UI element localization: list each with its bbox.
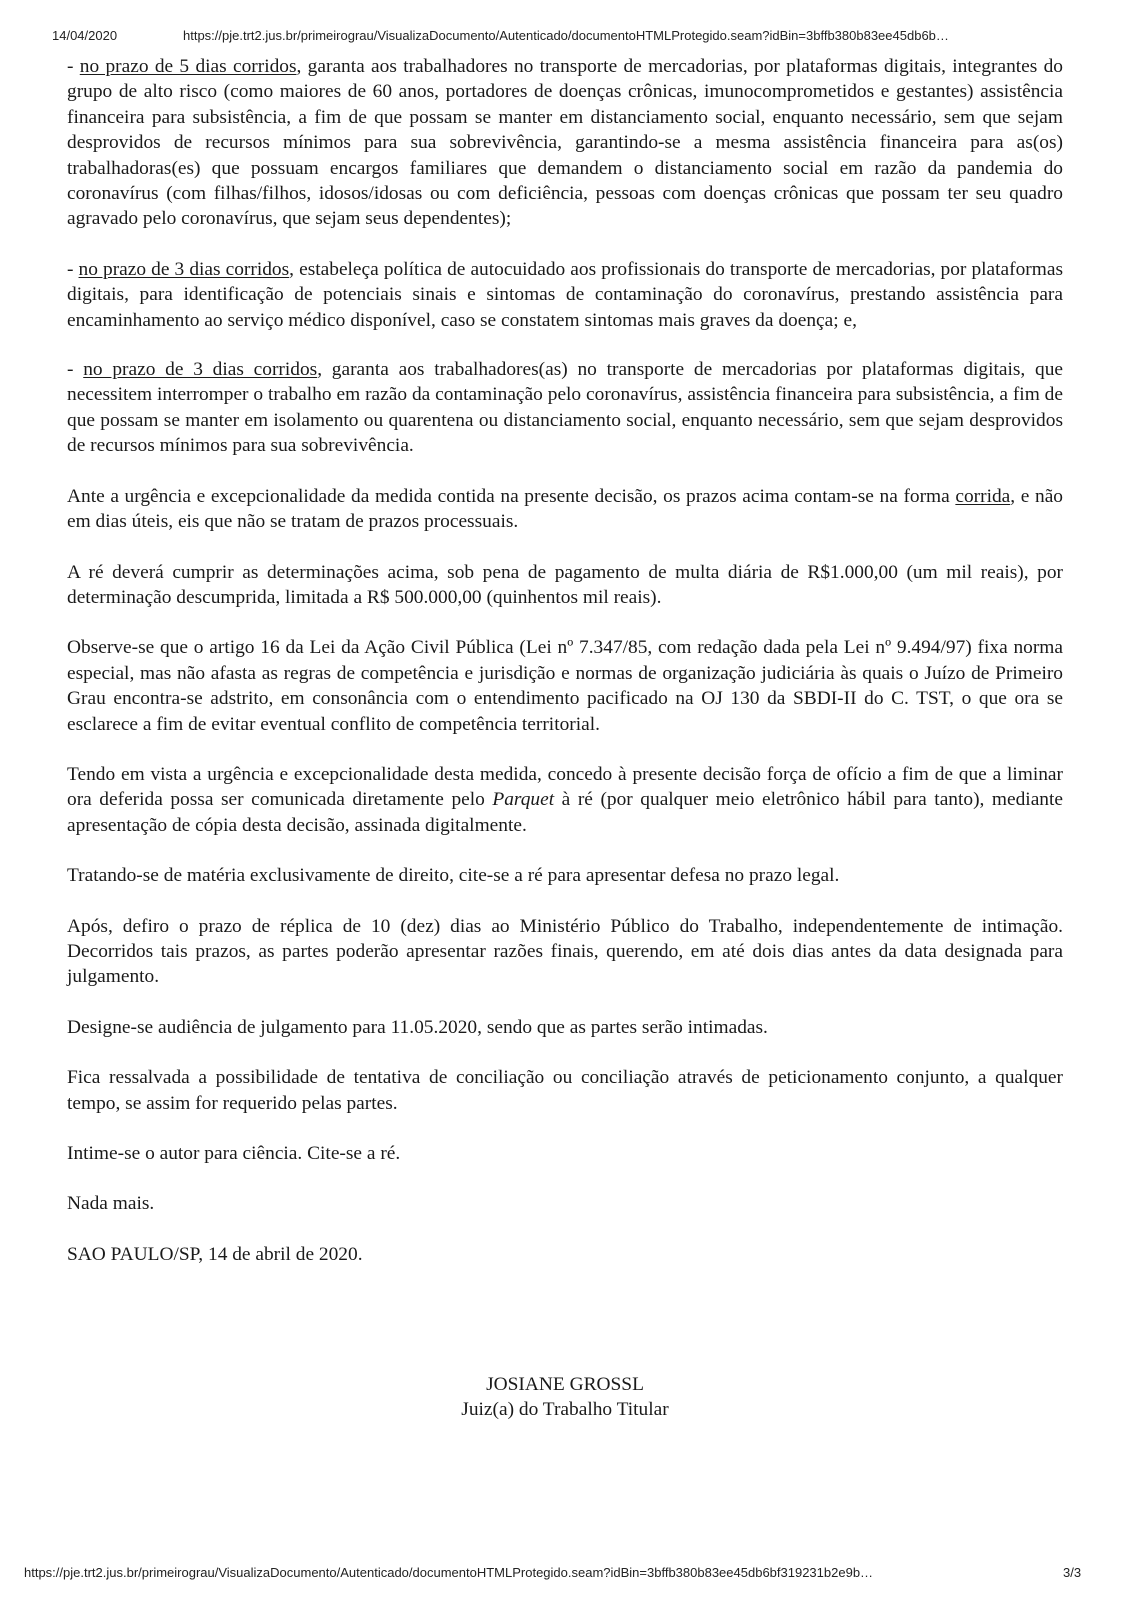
paragraph-conciliation: Fica ressalvada a possibilidade de tentativa de conciliação ou conciliação através de peticionamento conjunto, a qualquer tempo, se assim for requerido pelas partes. — [67, 1067, 1063, 1114]
underlined-deadline: no prazo de 5 dias corridos — [79, 56, 297, 77]
paragraph-notify: Intime-se o autor para ciência. Cite-se a ré. — [67, 1143, 401, 1164]
underlined-deadline: no prazo de 3 dias corridos — [83, 359, 318, 381]
header-url: https://pje.trt2.jus.br/primeirograu/VisualizaDocumento/Autenticado/documentoHTMLProtegido.seam?idBin=3bffb380b83ee45db6b… — [183, 28, 949, 43]
paragraph-hearing-date: Designe-se audiência de julgamento para 11.05.2020, sendo que as partes serão intimadas. — [67, 1016, 768, 1038]
bullet-dash: - — [67, 359, 84, 381]
paragraph-deadline-3-days-selfcare — [67, 257, 1063, 333]
paragraph-deadline-5-days — [67, 54, 1063, 232]
paragraph-text: Ante a urgência e excepcionalidade da medida contida na presente decisão, os prazos acima contam-se na forma — [67, 485, 956, 507]
page-number: 3/3 — [1063, 1565, 1082, 1580]
document-body — [67, 54, 1063, 1292]
print-date: 14/04/2020 — [52, 28, 118, 43]
paragraph-summons: Tratando-se de matéria exclusivamente de direito, cite-se a ré para apresentar defesa no prazo legal. — [67, 865, 840, 887]
paragraph-jurisdiction: Observe-se que o artigo 16 da Lei da Ação Civil Pública (Lei nº 7.347/85, com redação dada pela Lei nº 9.494/97) fixa norma especial, mas não afasta as regras de competência e jurisdição e normas de organização judiciária às quais o Juízo de Primeiro Grau encontra-se adstrito, em consonância com o entendimento pacificado na OJ 130 da SBDI-II do C. TST, o que ora se esclarece a fim de evitar eventual conflito de competência territorial. — [67, 637, 1063, 735]
bullet-dash: - — [67, 258, 79, 280]
paragraph-text: , garanta aos trabalhadores no transporte de mercadorias, por plataformas digitais, integrantes do grupo de alto risco (como maiores de 60 anos, portadores de doenças crônicas, imunocomprometidos e gestantes) assistência financeira para subsistência, a fim de que possam se manter em distanciamento social, enquanto necessário, sem que sejam desprovidos de recursos mínimos para sua sobrevivência, garantindo-se a mesma assistência financeira para as(os) trabalhadoras(es) que possuam encargos familiares que demandem o distanciamento social em razão da pandemia do coronavírus (com filhas/filhos, idosos/idosas ou com deficiência, pessoas com doenças crônicas que possam ter seu quadro agravado pelo coronavírus, que sejam seus dependentes); — [67, 56, 1063, 230]
footer-url: https://pje.trt2.jus.br/primeirograu/VisualizaDocumento/Autenticado/documentoHTMLProtegido.seam?idBin=3bffb380b83ee45db6bf319231b2e9b… — [24, 1565, 874, 1580]
paragraph-official-letter — [67, 762, 1063, 838]
print-footer — [0, 1565, 1130, 1583]
signature-name: JOSIANE GROSSL — [486, 1374, 644, 1395]
paragraph-urgency — [67, 484, 1063, 535]
paragraph-text: à ré (por qualquer meio eletrônico hábil para tanto), mediante apresentação de cópia desta decisão, assinada digitalmente. — [67, 789, 1063, 836]
paragraph-fine: A ré deverá cumprir as determinações acima, sob pena de pagamento de multa diária de R$1.000,00 (um mil reais), por determinação descumprida, limitada a R$ 500.000,00 (quinhentos mil reais). — [67, 561, 1063, 608]
underlined-word: corrida — [955, 485, 1011, 507]
paragraph-text: , garanta aos trabalhadores(as) no transporte de mercadorias por plataformas digitais, que necessitem interromper o trabalho em razão da contaminação pelo coronavírus, assistência financeira para subsistência, a fim de que possam se manter em isolamento ou quarentena ou distanciamento social, enquanto necessário, sem que sejam desprovidos de recursos mínimos para sua sobrevivência. — [67, 359, 1064, 457]
print-header — [0, 24, 1130, 42]
paragraph-text: , estabeleça política de autocuidado aos profissionais do transporte de mercadorias, por plataformas digitais, para identificação de potenciais sinais e sintomas de contaminação do coronavírus, prestando assistência para encaminhamento ao serviço médico disponível, caso se constatem sintomas mais graves da doença; e, — [67, 258, 1063, 331]
paragraph-text: , e não em dias úteis, eis que não se tratam de prazos processuais. — [67, 485, 1063, 533]
italic-term: Parquet — [492, 789, 555, 811]
place-and-date: SAO PAULO/SP, 14 de abril de 2020. — [67, 1243, 363, 1265]
bullet-dash: - — [67, 56, 80, 77]
signature-title: Juiz(a) do Trabalho Titular — [461, 1399, 669, 1420]
paragraph-text: Tendo em vista a urgência e excepcionalidade desta medida, concedo à presente decisão força de ofício a fim de que a liminar ora deferida possa ser comunicada diretamente pelo — [67, 763, 1063, 811]
underlined-deadline: no prazo de 3 dias corridos — [78, 258, 290, 280]
paragraph-reply-deadline: Após, defiro o prazo de réplica de 10 (dez) dias ao Ministério Público do Trabalho, independentemente de intimação. Decorridos tais prazos, as partes poderão apresentar razões finais, querendo, em até dois dias antes da data designada para julgamento. — [67, 915, 1063, 988]
paragraph-deadline-3-days-assistance — [67, 357, 1063, 459]
paragraph-closing: Nada mais. — [67, 1193, 155, 1215]
